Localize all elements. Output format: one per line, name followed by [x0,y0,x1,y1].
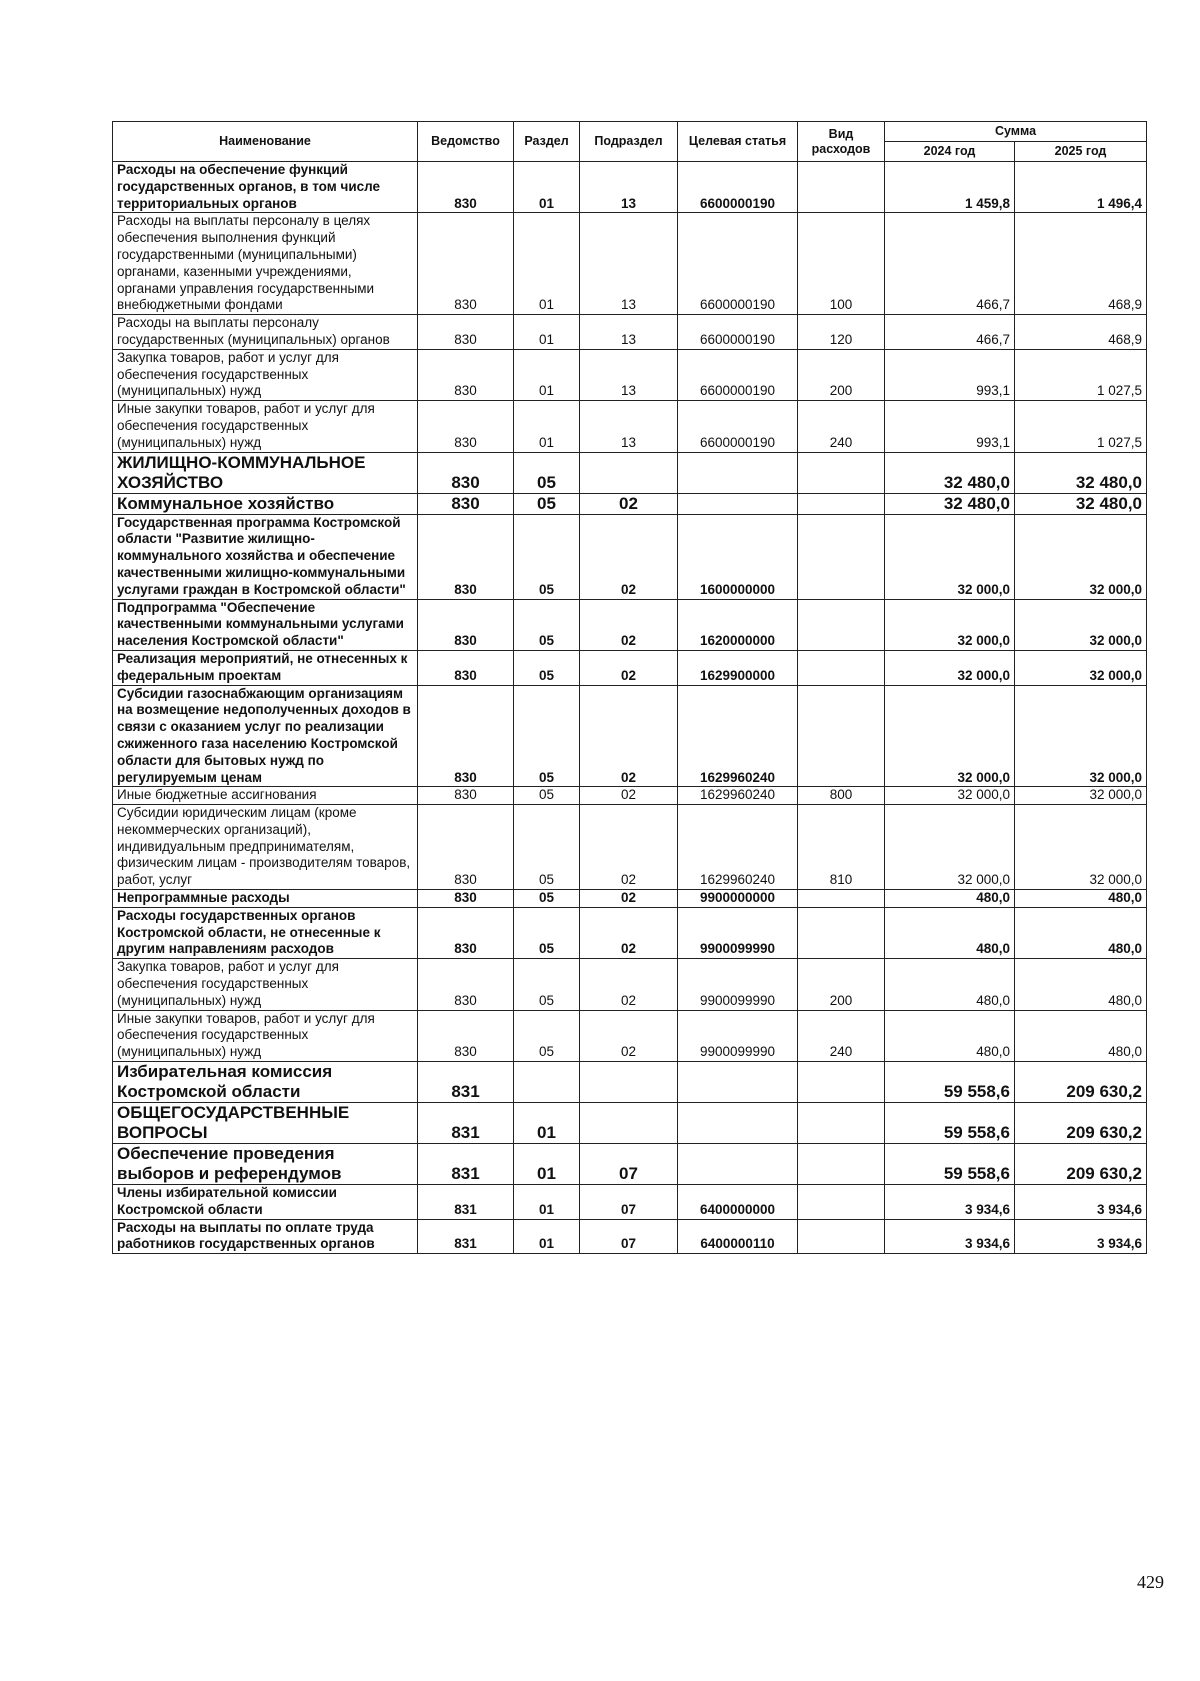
cell-exp-type: 200 [798,959,885,1010]
cell-2025: 209 630,2 [1015,1103,1147,1144]
cell-exp-type: 800 [798,787,885,805]
table-row [113,349,1147,400]
cell-2025: 468,9 [1015,315,1147,350]
table-row [113,599,1147,650]
cell-2024: 32 000,0 [885,805,1015,890]
cell-exp-type [798,907,885,958]
table-row [113,315,1147,350]
cell-2025: 480,0 [1015,959,1147,1010]
cell-2024: 1 459,8 [885,162,1015,213]
cell-dept: 831 [418,1103,514,1144]
cell-2024: 480,0 [885,907,1015,958]
cell-section: 05 [514,650,580,685]
cell-exp-type [798,493,885,514]
table-row [113,514,1147,599]
cell-name: Избирательная комиссия Костромской области [113,1062,418,1103]
cell-subsection: 02 [580,907,678,958]
cell-section: 01 [514,401,580,452]
cell-subsection: 02 [580,685,678,787]
cell-2024: 59 558,6 [885,1062,1015,1103]
cell-section: 05 [514,959,580,1010]
cell-subsection: 13 [580,401,678,452]
header-year-2024: 2024 год [885,142,1015,162]
cell-name: Иные закупки товаров, работ и услуг для обеспечения государственных (муниципальных) нужд [113,1010,418,1061]
cell-target: 6600000190 [678,401,798,452]
cell-2025: 209 630,2 [1015,1144,1147,1185]
cell-target [678,1103,798,1144]
cell-2025: 1 027,5 [1015,401,1147,452]
cell-exp-type [798,599,885,650]
cell-subsection: 13 [580,213,678,315]
cell-dept: 830 [418,452,514,493]
cell-section: 05 [514,787,580,805]
cell-2025: 32 000,0 [1015,685,1147,787]
cell-name: ОБЩЕГОСУДАРСТВЕННЫЕ ВОПРОСЫ [113,1103,418,1144]
table-row [113,493,1147,514]
cell-name: Закупка товаров, работ и услуг для обеспечения государственных (муниципальных) нужд [113,349,418,400]
cell-2024: 32 480,0 [885,452,1015,493]
table-row [113,1010,1147,1061]
table-row [113,650,1147,685]
cell-target: 1629960240 [678,787,798,805]
cell-subsection: 02 [580,650,678,685]
header-year-2025: 2025 год [1015,142,1147,162]
cell-2025: 32 480,0 [1015,452,1147,493]
header-exp-type: Вид расходов [798,122,885,162]
cell-section: 01 [514,315,580,350]
cell-dept: 830 [418,401,514,452]
table-row [113,805,1147,890]
cell-2024: 32 000,0 [885,650,1015,685]
cell-exp-type: 200 [798,349,885,400]
cell-name: Иные бюджетные ассигнования [113,787,418,805]
cell-section: 05 [514,685,580,787]
cell-name: Расходы на выплаты персоналу в целях обеспечения выполнения функций государственными (муниципальными) органами, казенными учреждениями, органами управления государственными внебюджетными фондами [113,213,418,315]
cell-exp-type [798,650,885,685]
cell-dept: 831 [418,1219,514,1254]
cell-subsection: 07 [580,1144,678,1185]
cell-dept: 830 [418,493,514,514]
table-row [113,787,1147,805]
cell-dept: 830 [418,890,514,908]
cell-subsection: 13 [580,162,678,213]
cell-2024: 59 558,6 [885,1103,1015,1144]
cell-target: 6400000000 [678,1185,798,1220]
cell-name: Подпрограмма "Обеспечение качественными коммунальными услугами населения Костромской области" [113,599,418,650]
cell-2024: 480,0 [885,890,1015,908]
cell-section: 05 [514,599,580,650]
cell-subsection [580,1062,678,1103]
cell-2025: 480,0 [1015,1010,1147,1061]
cell-exp-type [798,1185,885,1220]
cell-target [678,452,798,493]
cell-name: Расходы на выплаты персоналу государственных (муниципальных) органов [113,315,418,350]
cell-2024: 32 000,0 [885,685,1015,787]
cell-2025: 32 000,0 [1015,599,1147,650]
cell-exp-type: 240 [798,1010,885,1061]
cell-name: Члены избирательной комиссии Костромской области [113,1185,418,1220]
cell-target: 1629960240 [678,685,798,787]
cell-2024: 993,1 [885,349,1015,400]
cell-dept: 831 [418,1144,514,1185]
cell-name: ЖИЛИЩНО-КОММУНАЛЬНОЕ ХОЗЯЙСТВО [113,452,418,493]
cell-subsection [580,1103,678,1144]
cell-target: 1600000000 [678,514,798,599]
cell-target: 6600000190 [678,162,798,213]
header-section: Раздел [514,122,580,162]
cell-section: 05 [514,493,580,514]
cell-2025: 32 000,0 [1015,787,1147,805]
page-number: 429 [1137,1572,1164,1592]
cell-target: 9900000000 [678,890,798,908]
table-body [113,162,1147,1254]
cell-name: Расходы на выплаты по оплате труда работников государственных органов [113,1219,418,1254]
cell-exp-type [798,162,885,213]
cell-subsection: 02 [580,805,678,890]
cell-section: 01 [514,1144,580,1185]
cell-target: 9900099990 [678,907,798,958]
cell-dept: 831 [418,1062,514,1103]
cell-2025: 32 000,0 [1015,514,1147,599]
table-row [113,162,1147,213]
header-subsection: Подраздел [580,122,678,162]
cell-2024: 3 934,6 [885,1219,1015,1254]
cell-2025: 1 496,4 [1015,162,1147,213]
cell-dept: 830 [418,349,514,400]
cell-2025: 32 000,0 [1015,805,1147,890]
table-row [113,959,1147,1010]
cell-exp-type [798,1144,885,1185]
cell-target: 9900099990 [678,959,798,1010]
header-target: Целевая статья [678,122,798,162]
cell-2024: 32 480,0 [885,493,1015,514]
cell-2024: 59 558,6 [885,1144,1015,1185]
cell-exp-type [798,890,885,908]
cell-2025: 480,0 [1015,907,1147,958]
cell-subsection [580,452,678,493]
cell-name: Реализация мероприятий, не отнесенных к федеральным проектам [113,650,418,685]
cell-section: 01 [514,1103,580,1144]
cell-dept: 830 [418,685,514,787]
cell-2025: 3 934,6 [1015,1185,1147,1220]
cell-2025: 209 630,2 [1015,1062,1147,1103]
cell-section: 05 [514,452,580,493]
cell-subsection: 02 [580,514,678,599]
cell-subsection: 02 [580,787,678,805]
cell-2025: 480,0 [1015,890,1147,908]
cell-section [514,1062,580,1103]
cell-dept: 830 [418,162,514,213]
table-header [113,122,1147,162]
table-row [113,907,1147,958]
cell-subsection: 13 [580,315,678,350]
cell-2025: 468,9 [1015,213,1147,315]
cell-dept: 830 [418,787,514,805]
cell-dept: 830 [418,315,514,350]
cell-name: Расходы государственных органов Костромской области, не отнесенные к другим направлениям расходов [113,907,418,958]
cell-exp-type [798,514,885,599]
table-row [113,1219,1147,1254]
cell-2024: 480,0 [885,959,1015,1010]
cell-dept: 830 [418,514,514,599]
cell-dept: 830 [418,213,514,315]
cell-name: Субсидии юридическим лицам (кроме некоммерческих организаций), индивидуальным предпринимателям, физическим лицам - производителям товаров, работ, услуг [113,805,418,890]
cell-exp-type [798,1103,885,1144]
cell-target: 6600000190 [678,213,798,315]
cell-target: 1620000000 [678,599,798,650]
cell-subsection: 13 [580,349,678,400]
cell-section: 05 [514,907,580,958]
table-row [113,213,1147,315]
cell-name: Субсидии газоснабжающим организациям на возмещение недополученных доходов в связи с оказанием услуг по реализации сжиженного газа населению Костромской области для бытовых нужд по регулируемым ценам [113,685,418,787]
table-row [113,401,1147,452]
table-row [113,1144,1147,1185]
table-row [113,452,1147,493]
cell-dept: 830 [418,1010,514,1061]
cell-section: 05 [514,890,580,908]
cell-name: Непрограммные расходы [113,890,418,908]
cell-subsection: 02 [580,493,678,514]
table-row [113,1185,1147,1220]
cell-dept: 830 [418,599,514,650]
cell-2024: 32 000,0 [885,599,1015,650]
cell-2025: 3 934,6 [1015,1219,1147,1254]
cell-2025: 32 480,0 [1015,493,1147,514]
cell-section: 05 [514,1010,580,1061]
cell-name: Государственная программа Костромской области "Развитие жилищно-коммунального хозяйства и обеспечение качественными жилищно-коммунальными услугами граждан в Костромской области" [113,514,418,599]
cell-exp-type [798,1219,885,1254]
cell-name: Закупка товаров, работ и услуг для обеспечения государственных (муниципальных) нужд [113,959,418,1010]
cell-subsection: 02 [580,959,678,1010]
cell-section: 05 [514,514,580,599]
cell-target: 6600000190 [678,349,798,400]
cell-name: Расходы на обеспечение функций государственных органов, в том числе территориальных органов [113,162,418,213]
cell-target [678,493,798,514]
cell-exp-type: 810 [798,805,885,890]
cell-2024: 466,7 [885,315,1015,350]
cell-2024: 993,1 [885,401,1015,452]
cell-name: Обеспечение проведения выборов и референдумов [113,1144,418,1185]
cell-2025: 32 000,0 [1015,650,1147,685]
cell-2024: 32 000,0 [885,514,1015,599]
cell-name: Коммунальное хозяйство [113,493,418,514]
cell-target: 9900099990 [678,1010,798,1061]
cell-section: 01 [514,349,580,400]
cell-2024: 466,7 [885,213,1015,315]
cell-target [678,1144,798,1185]
cell-name: Иные закупки товаров, работ и услуг для обеспечения государственных (муниципальных) нужд [113,401,418,452]
cell-dept: 830 [418,907,514,958]
cell-subsection: 07 [580,1219,678,1254]
cell-target: 6400000110 [678,1219,798,1254]
cell-section: 05 [514,805,580,890]
table-row [113,1062,1147,1103]
cell-exp-type [798,685,885,787]
header-sum: Сумма [885,122,1147,142]
cell-subsection: 02 [580,599,678,650]
cell-2025: 1 027,5 [1015,349,1147,400]
cell-exp-type: 100 [798,213,885,315]
cell-target [678,1062,798,1103]
cell-section: 01 [514,1219,580,1254]
cell-section: 01 [514,1185,580,1220]
cell-2024: 480,0 [885,1010,1015,1061]
cell-target: 6600000190 [678,315,798,350]
cell-dept: 830 [418,650,514,685]
cell-exp-type [798,452,885,493]
cell-subsection: 02 [580,1010,678,1061]
header-dept: Ведомство [418,122,514,162]
cell-exp-type: 120 [798,315,885,350]
cell-target: 1629960240 [678,805,798,890]
cell-dept: 831 [418,1185,514,1220]
cell-subsection: 02 [580,890,678,908]
cell-dept: 830 [418,805,514,890]
cell-2024: 3 934,6 [885,1185,1015,1220]
table-row [113,1103,1147,1144]
budget-table-sheet [112,121,1146,1254]
budget-table [112,121,1147,1254]
cell-dept: 830 [418,959,514,1010]
cell-subsection: 07 [580,1185,678,1220]
cell-exp-type [798,1062,885,1103]
table-row [113,890,1147,908]
table-row [113,685,1147,787]
cell-2024: 32 000,0 [885,787,1015,805]
header-name: Наименование [113,122,418,162]
cell-target: 1629900000 [678,650,798,685]
cell-section: 01 [514,213,580,315]
cell-section: 01 [514,162,580,213]
cell-exp-type: 240 [798,401,885,452]
